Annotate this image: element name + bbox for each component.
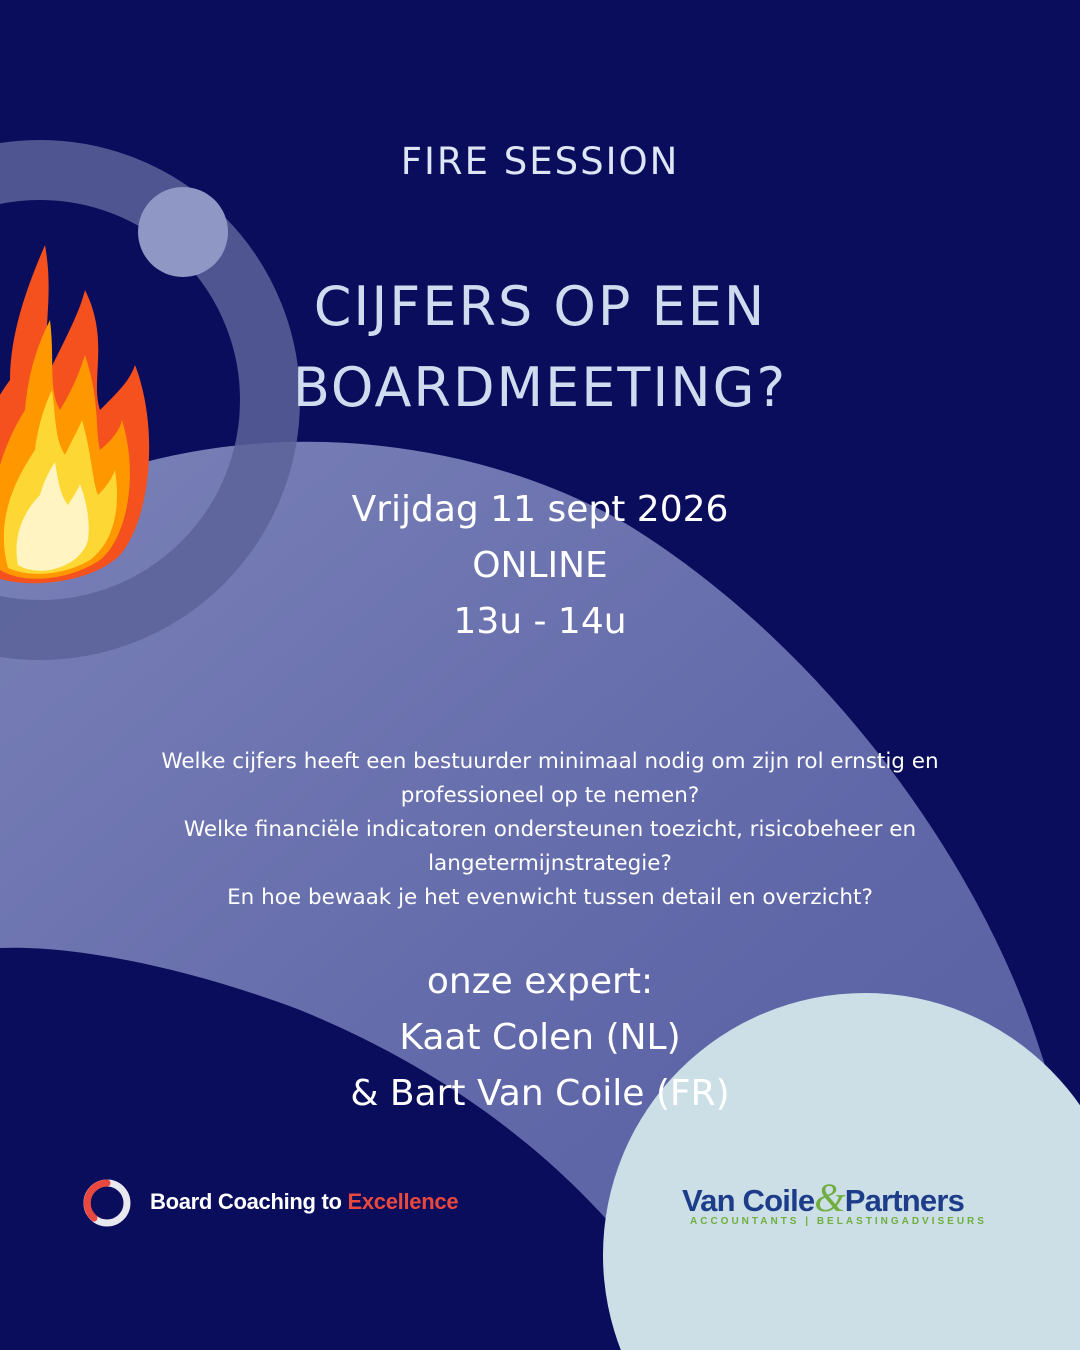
vcp-name-2: Partners (844, 1183, 965, 1218)
expert-section (0, 954, 1080, 1122)
description-line-5: En hoe bewaak je het evenwicht tussen detail en overzicht? (227, 885, 873, 910)
event-title-line-1: CIJFERS OP EEN (313, 275, 767, 338)
vcp-logo (682, 1170, 992, 1240)
event-eyebrow: FIRE SESSION (400, 140, 680, 183)
vcp-logo-name (682, 1174, 964, 1221)
event-title (0, 266, 1080, 428)
bce-logo-text (150, 1189, 458, 1215)
vcp-ampersand: & (814, 1175, 845, 1220)
description-line-2: professioneel op te nemen? (400, 783, 700, 808)
ring-knob (138, 187, 228, 277)
description-line-4: langetermijnstrategie? (428, 851, 672, 876)
expert-name-2: & Bart Van Coile (FR) (350, 1073, 730, 1114)
description-line-1: Welke cijfers heeft een bestuurder minimaal nodig om zijn rol ernstig en (161, 749, 939, 774)
event-description (110, 745, 990, 915)
expert-heading: onze expert: (426, 961, 654, 1002)
event-time: 13u - 14u (453, 601, 627, 642)
event-location: ONLINE (472, 545, 608, 586)
vcp-logo-subtitle: ACCOUNTANTS | BELASTINGADVISEURS (690, 1216, 987, 1227)
vcp-name-1: Van Coile (682, 1183, 815, 1218)
event-title-line-2: BOARDMEETING? (292, 356, 788, 419)
bce-logo-main: Board Coaching to (150, 1189, 342, 1214)
expert-name-1: Kaat Colen (NL) (399, 1017, 681, 1058)
event-date: Vrijdag 11 sept 2026 (351, 489, 729, 530)
event-details (0, 482, 1080, 650)
description-line-3: Welke financiële indicatoren ondersteunen toezicht, risicobeheer en (183, 817, 917, 842)
bce-logo-accent: Excellence (347, 1189, 459, 1214)
